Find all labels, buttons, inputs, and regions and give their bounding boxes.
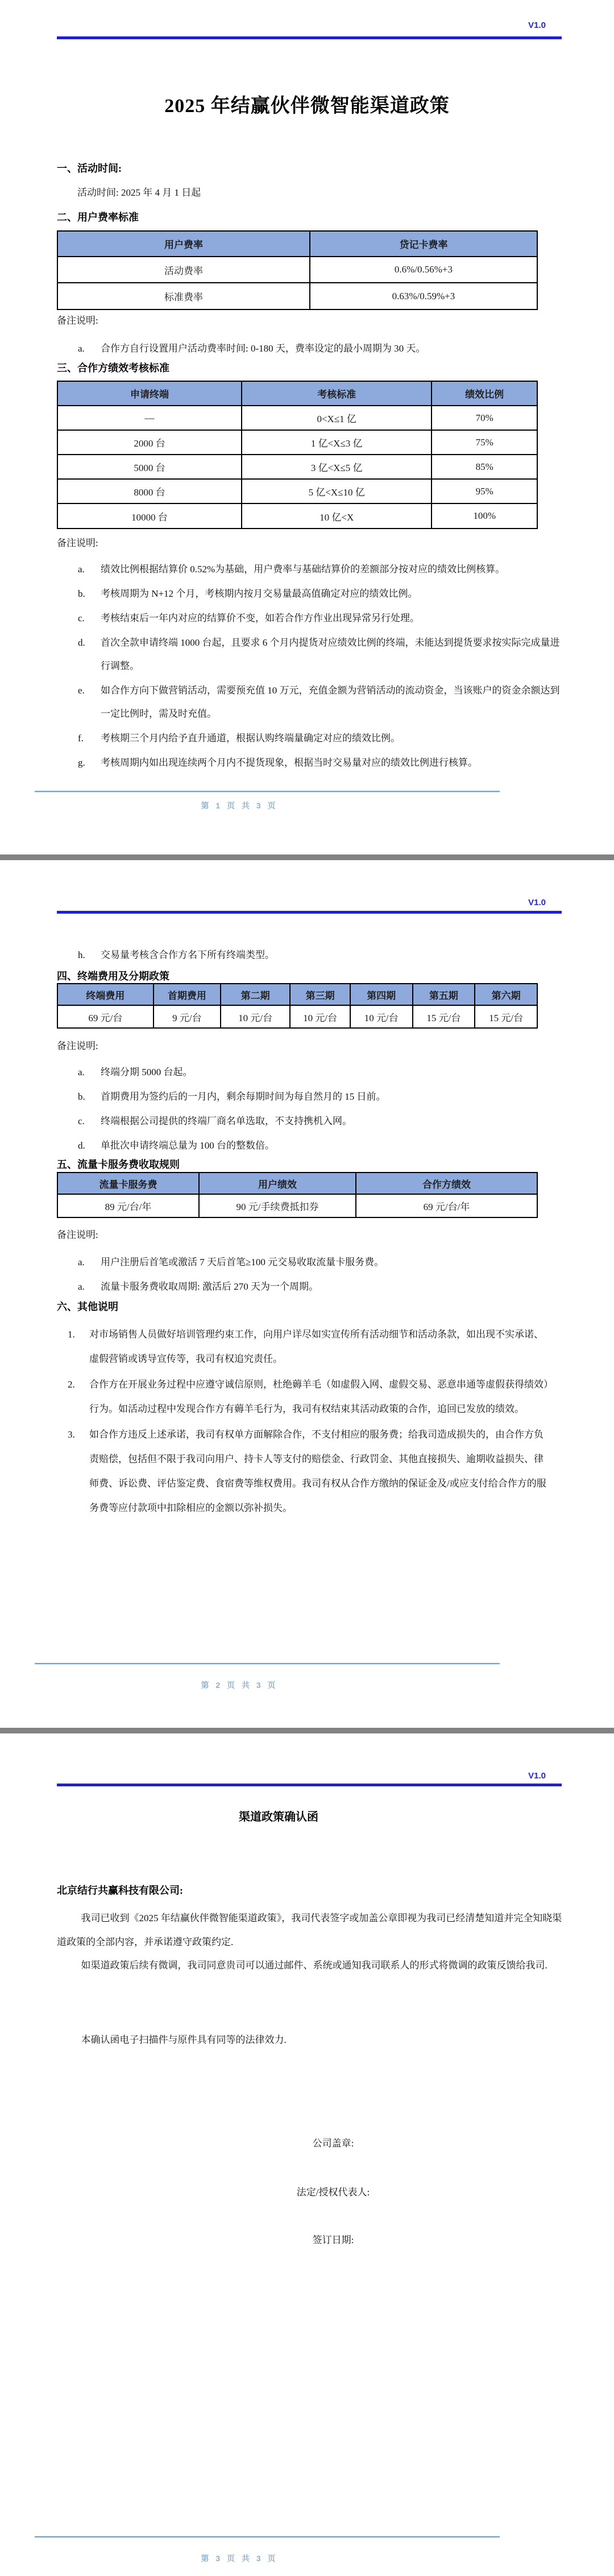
list-text: 合作方自行设置用户活动费率时间: 0-180 天，费率设定的最小周期为 30 天。: [101, 343, 426, 354]
table-cell: 0<X≤1 亿: [242, 406, 432, 430]
table-header-cell: 合作方绩效: [356, 1173, 537, 1194]
table-header-cell: 第四期: [350, 984, 413, 1005]
document-title: 2025 年结赢伙伴微智能渠道政策: [164, 96, 450, 117]
section-heading-activity-time: 一、活动时间:: [57, 163, 122, 174]
list-text: 首期费用为签约后的一月内，剩余每期时间为每自然月的 15 日前。: [101, 1091, 386, 1102]
installment-notes-list: [78, 1060, 567, 1158]
table-row: [57, 406, 537, 430]
list-item: [78, 1085, 567, 1108]
table-header-cell: 第二期: [221, 984, 290, 1005]
table-cell: 100%: [432, 503, 537, 529]
table-header-cell: 贷记卡费率: [310, 231, 537, 257]
remark-label: 备注说明:: [57, 538, 98, 548]
list-text: 单批次申请终端总量为 100 台的整数倍。: [101, 1140, 275, 1151]
table-row: [57, 430, 537, 455]
list-marker: e.: [78, 685, 85, 696]
table-cell: 10 元/台: [350, 1005, 413, 1028]
table-cell: 9 元/台: [154, 1005, 221, 1028]
table-cell: 10 亿<X: [242, 503, 432, 529]
list-marker: a.: [78, 1281, 85, 1292]
page-separator: [0, 1728, 614, 1733]
list-item: [78, 1250, 567, 1274]
version-label: V1.0: [528, 1771, 546, 1781]
list-item: [78, 1060, 567, 1084]
list-marker: a.: [78, 564, 85, 575]
table-header-cell: 流量卡服务费: [57, 1173, 199, 1194]
header-rule: [57, 1784, 562, 1786]
header-rule: [57, 36, 562, 39]
rate-notes-list: [78, 337, 567, 361]
list-text: 流量卡服务费收取周期: 激活后 270 天为一个周期。: [101, 1281, 318, 1292]
list-marker: c.: [78, 1116, 85, 1126]
data-card-notes-list: [78, 1250, 567, 1299]
table-cell: 3 亿<X≤5 亿: [242, 455, 432, 479]
letter-title: 渠道政策确认函: [239, 1811, 318, 1823]
table-row: [57, 455, 537, 479]
page-1: [0, 0, 614, 854]
table-cell: 0.63%/0.59%+3: [310, 283, 537, 309]
table-cell: 5 亿<X≤10 亿: [242, 479, 432, 503]
header-rule: [57, 911, 562, 914]
list-item: [68, 1372, 557, 1421]
table-cell: —: [57, 406, 242, 430]
list-marker: d.: [78, 1140, 85, 1151]
page-footer-rule: [35, 1663, 500, 1665]
table-cell: 标准费率: [57, 283, 310, 309]
list-item: [78, 1275, 567, 1298]
table-header-cell: 用户费率: [57, 231, 310, 257]
list-item: [68, 1422, 557, 1520]
table-cell: 85%: [432, 455, 537, 479]
table-cell: 10000 台: [57, 503, 242, 529]
list-text: 终端分期 5000 台起。: [101, 1067, 193, 1078]
letter-paragraph: 本确认函电子扫描件与原件具有同等的法律效力.: [81, 2034, 287, 2045]
page-separator: [0, 854, 614, 860]
section-heading-terminal-fee: 四、终端费用及分期政策: [57, 971, 169, 982]
table-cell: 活动费率: [57, 257, 310, 283]
list-marker: a.: [78, 343, 85, 354]
table-cell: 10 元/台: [221, 1005, 290, 1028]
table-row: [57, 283, 537, 309]
table-cell: 5000 台: [57, 455, 242, 479]
table-row: [57, 503, 537, 529]
company-addressee: 北京结行共赢科技有限公司:: [57, 1885, 183, 1896]
activity-time-text: 活动时间: 2025 年 4 月 1 日起: [77, 187, 201, 198]
table-header-cell: 终端费用: [57, 984, 154, 1005]
table-header-cell: 第五期: [413, 984, 475, 1005]
other-notes-list: [68, 1322, 557, 1521]
table-row: [57, 257, 537, 283]
list-marker: b.: [78, 1091, 85, 1102]
list-text: 考核期三个月内给予直升通道，根据认购终端量确定对应的绩效比例。: [101, 733, 400, 744]
table-cell: 69 元/台/年: [356, 1194, 537, 1217]
list-marker: g.: [78, 757, 85, 768]
page-number: 第 3 页 共 3 页: [201, 2554, 278, 2563]
list-text: 考核结束后一年内对应的结算价不变，如若合作方作业出现异常另行处理。: [101, 613, 420, 624]
table-cell: 15 元/台: [413, 1005, 475, 1028]
page-footer-rule: [35, 2536, 500, 2538]
section-heading-other: 六、其他说明: [57, 1301, 118, 1312]
table-cell: 89 元/台/年: [57, 1194, 199, 1217]
list-item: [78, 751, 567, 774]
list-text: 如合作方向下做营销活动，需要预充值 10 万元，充值金额为营销活动的流动资金，当该账户的资金余额达到一定比例时，需及时充值。: [101, 685, 560, 719]
table-header-cell: 第六期: [475, 984, 537, 1005]
table-cell: 90 元/手续费抵扣券: [199, 1194, 356, 1217]
performance-notes-list: [78, 558, 567, 775]
page-footer-rule: [35, 791, 500, 792]
list-item: [78, 631, 567, 678]
list-text: 考核周期为 N+12 个月，考核期内按月交易量最高值确定对应的绩效比例。: [101, 588, 418, 599]
list-marker: d.: [78, 637, 85, 648]
data-card-fee-table: [57, 1172, 538, 1218]
table-row: [57, 1005, 537, 1028]
list-item: [78, 606, 567, 630]
table-header-cell: 申请终端: [57, 381, 242, 406]
list-text: 首次全款申请终端 1000 台起，且要求 6 个月内提货对应绩效比例的终端，未能达到提货要求按实际完成量进行调整。: [101, 637, 560, 671]
page-2: [0, 860, 614, 1728]
list-marker: h.: [78, 950, 85, 960]
table-row: [57, 479, 537, 503]
list-marker: 3.: [68, 1429, 75, 1440]
version-label: V1.0: [528, 20, 546, 30]
list-marker: b.: [78, 588, 85, 599]
list-text: 考核周期内如出现连续两个月内不提货现象，根据当时交易量对应的绩效比例进行核算。: [101, 757, 478, 768]
table-header-cell: 考核标准: [242, 381, 432, 406]
table-cell: 69 元/台: [57, 1005, 154, 1028]
performance-table: [57, 381, 538, 529]
list-marker: f.: [78, 733, 84, 744]
letter-paragraph: 我司已收到《2025 年结赢伙伴微智能渠道政策》，我司代表签字或加盖公章即视为我司已经清楚知道并完全知晓渠道政策的全部内容，并承诺遵守政策约定.: [57, 1913, 562, 1947]
page-number: 第 2 页 共 3 页: [201, 1681, 278, 1690]
seal-line: 公司盖章:: [312, 2138, 354, 2149]
remark-label: 备注说明:: [57, 1229, 98, 1240]
section-heading-data-card: 五、流量卡服务费收取规则: [57, 1159, 180, 1170]
table-cell: 1 亿<X≤3 亿: [242, 430, 432, 455]
list-marker: 1.: [68, 1329, 75, 1340]
remark-label: 备注说明:: [57, 315, 98, 326]
table-header-cell: 首期费用: [154, 984, 221, 1005]
list-item: [78, 679, 567, 725]
list-text: 交易量考核含合作方名下所有终端类型。: [101, 950, 275, 960]
table-cell: 10 元/台: [290, 1005, 350, 1028]
table-cell: 8000 台: [57, 479, 242, 503]
list-item: [78, 337, 567, 360]
list-text: 绩效比例根据结算价 0.52%为基础，用户费率与基础结算价的差额部分按对应的绩效比例核算。: [101, 564, 505, 575]
list-item: [78, 1109, 567, 1133]
remark-label: 备注说明:: [57, 1041, 98, 1051]
user-rate-table: [57, 230, 538, 310]
list-text: 终端根据公司提供的终端厂商名单选取，不支持携机入网。: [101, 1116, 352, 1126]
section-heading-user-rate: 二、用户费率标准: [57, 212, 139, 223]
list-item: [78, 558, 567, 581]
table-cell: 95%: [432, 479, 537, 503]
list-text: 对市场销售人员做好培训管理约束工作，向用户详尽如实宣传所有活动细节和活动条款，如出现不实承诺、虚假营销或诱导宣传等，我司有权追究责任。: [89, 1329, 544, 1364]
installment-table: [57, 983, 538, 1029]
table-cell: 70%: [432, 406, 537, 430]
table-cell: 2000 台: [57, 430, 242, 455]
list-item: [78, 1134, 567, 1157]
list-item: [78, 582, 567, 605]
version-label: V1.0: [528, 898, 546, 907]
list-marker: a.: [78, 1067, 85, 1078]
list-item: [78, 726, 567, 750]
list-item: [78, 943, 567, 967]
table-header-cell: 第三期: [290, 984, 350, 1005]
carry-over-note-list: [78, 943, 567, 968]
list-text: 用户注册后首笔或激活 7 天后首笔≥100 元交易收取流量卡服务费。: [101, 1257, 384, 1268]
list-marker: c.: [78, 613, 85, 624]
table-header-cell: 用户绩效: [199, 1173, 356, 1194]
table-row: [57, 1194, 537, 1217]
page-number: 第 1 页 共 3 页: [201, 801, 278, 810]
table-header-cell: 绩效比例: [432, 381, 537, 406]
page-3: [0, 1733, 614, 2576]
list-item: [68, 1322, 557, 1371]
section-heading-performance: 三、合作方绩效考核标准: [57, 362, 169, 374]
sign-date-line: 签订日期:: [312, 2235, 354, 2245]
letter-paragraph: 如渠道政策后续有微调，我司同意贵司可以通过邮件、系统或通知我司联系人的形式将微调的政策反馈给我司.: [81, 1960, 547, 1971]
representative-line: 法定/授权代表人:: [296, 2187, 370, 2198]
list-marker: 2.: [68, 1379, 75, 1390]
table-cell: 0.6%/0.56%+3: [310, 257, 537, 283]
list-text: 如合作方违反上述承诺，我司有权单方面解除合作，不支付相应的服务费；给我司造成损失的，由合作方负责赔偿，包括但不限于我司向用户、持卡人等支付的赔偿金、行政罚金、其他直接损失、逾期收益损失、律师费、诉讼费、评估鉴定费、食宿费等维权费用。我司有权从合作方缴纳的保证金及/或应支付给合作方的服务费等应付款项中扣除相应的金额以弥补损失。: [89, 1429, 546, 1513]
table-cell: 75%: [432, 430, 537, 455]
list-text: 合作方在开展业务过程中应遵守诚信原则，杜绝薅羊毛（如虚假入网、虚假交易、恶意串通等虚假获得绩效）行为。如活动过程中发现合作方有薅羊毛行为，我司有权结束其活动政策的合作，追回已发放的绩效。: [89, 1379, 549, 1414]
list-marker: a.: [78, 1257, 85, 1268]
table-cell: 15 元/台: [475, 1005, 537, 1028]
